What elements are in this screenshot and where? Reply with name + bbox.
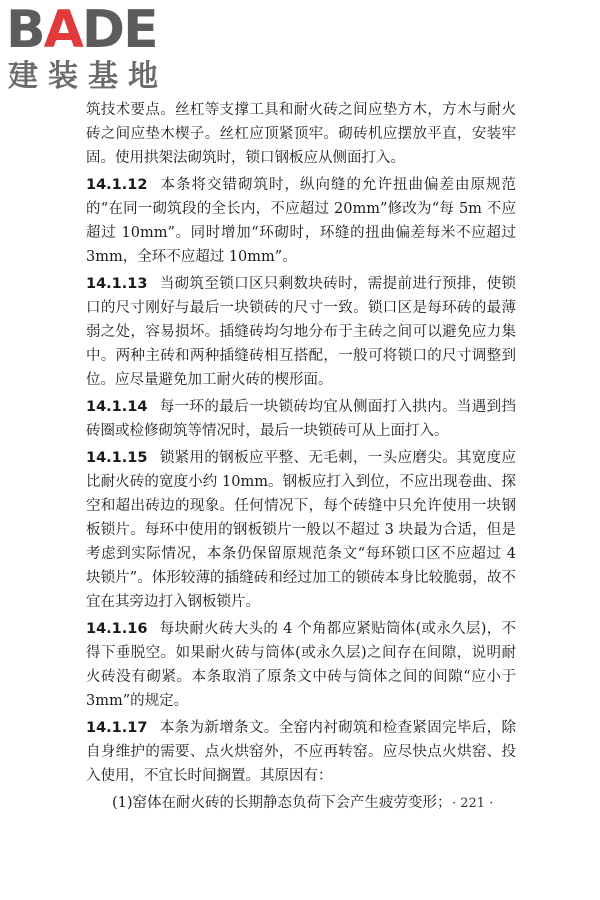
- list-item: (1)窑体在耐火砖的长期静态负荷下会产生疲劳变形；: [112, 795, 452, 811]
- logo-letter-e: E: [123, 0, 157, 60]
- clause-number: 14.1.13: [86, 276, 148, 292]
- clause-14-1-12: [86, 173, 516, 269]
- clause-number: 14.1.12: [86, 177, 148, 193]
- logo-letter-b: B: [6, 0, 44, 60]
- clause-14-1-16: [86, 617, 516, 713]
- paragraph-continued: [86, 98, 516, 170]
- document-body: [86, 98, 516, 818]
- logo: [6, 2, 186, 98]
- clause-14-1-14: [86, 395, 516, 443]
- clause-text: 当砌筑至锁口区只剩数块砖时，需提前进行预排，使锁口的尺寸刚好与最后一块锁砖的尺寸一致。锁口区是每环砖的最薄弱之处，容易损坏。插缝砖均匀地分布于主砖之间可以避免应力集中。两种主砖和两种插缝砖相互搭配，一般可将锁口的尺寸调整到位。应尽量避免加工耐火砖的楔形面。: [86, 276, 516, 388]
- logo-wordmark: [6, 2, 157, 58]
- clause-text: 本条将交错砌筑时，纵向缝的允许扭曲偏差由原规范的“在同一砌筑段的全长内，不应超过 20mm”修改为“每 5m 不应超过 10mm”。同时增加“环砌时，环缝的扭曲偏差每米不应超过 3mm，全环不应超过 10mm”。: [86, 177, 516, 265]
- logo-letter-d: D: [81, 0, 124, 60]
- clause-text: 每一环的最后一块锁砖均宜从侧面打入拱内。当遇到挡砖圈或检修砌筑等情况时，最后一块锁砖可从上面打入。: [86, 399, 516, 439]
- clause-number: 14.1.14: [86, 399, 148, 415]
- clause-14-1-17: [86, 716, 516, 788]
- clause-text: 锁紧用的钢板应平整、无毛刺，一头应磨尖。其宽度应比耐火砖的宽度小约 10mm。钢板应打入到位，不应出现卷曲、探空和超出砖边的现象。任何情况下，每个砖缝中只允许使用一块钢板锁片。每环中使用的钢板锁片一般以不超过 3 块最为合适，但是考虑到实际情况，本条仍保留原规范条文“每环锁口区不应超过 4 块锁片”。体形较薄的插缝砖和经过加工的锁砖本身比较脆弱，故不宜在其旁边打入钢板锁片。: [86, 450, 516, 610]
- clause-14-1-15: [86, 446, 516, 614]
- clause-number: 14.1.16: [86, 621, 148, 637]
- paragraph-text: 筑技术要点。丝杠等支撑工具和耐火砖之间应垫方木，方木与耐火砖之间应垫木楔子。丝杠应顶紧顶牢。砌砖机应摆放平直，安装牢固。使用拱架法砌筑时，锁口钢板应从侧面打入。: [86, 102, 516, 166]
- logo-letter-a: A: [43, 0, 82, 60]
- clause-number: 14.1.17: [86, 720, 148, 736]
- clause-text: 每块耐火砖大头的 4 个角都应紧贴筒体(或永久层)，不得下垂脱空。如果耐火砖与筒体(或永久层)之间存在间隙，说明耐火砖没有砌紧。本条取消了原条文中砖与筒体之间的间隙“应小于 3mm”的规定。: [86, 621, 516, 709]
- clause-number: 14.1.15: [86, 450, 148, 466]
- logo-subtitle: 建装基地: [8, 59, 168, 94]
- clause-text: 本条为新增条文。全窑内衬砌筑和检查紧固完毕后，除自身维护的需要、点火烘窑外，不应再转窑。应尽快点火烘窑、投入使用，不宜长时间搁置。其原因有：: [86, 720, 516, 784]
- page-number: · 221 ·: [452, 796, 494, 811]
- clause-14-1-13: [86, 272, 516, 392]
